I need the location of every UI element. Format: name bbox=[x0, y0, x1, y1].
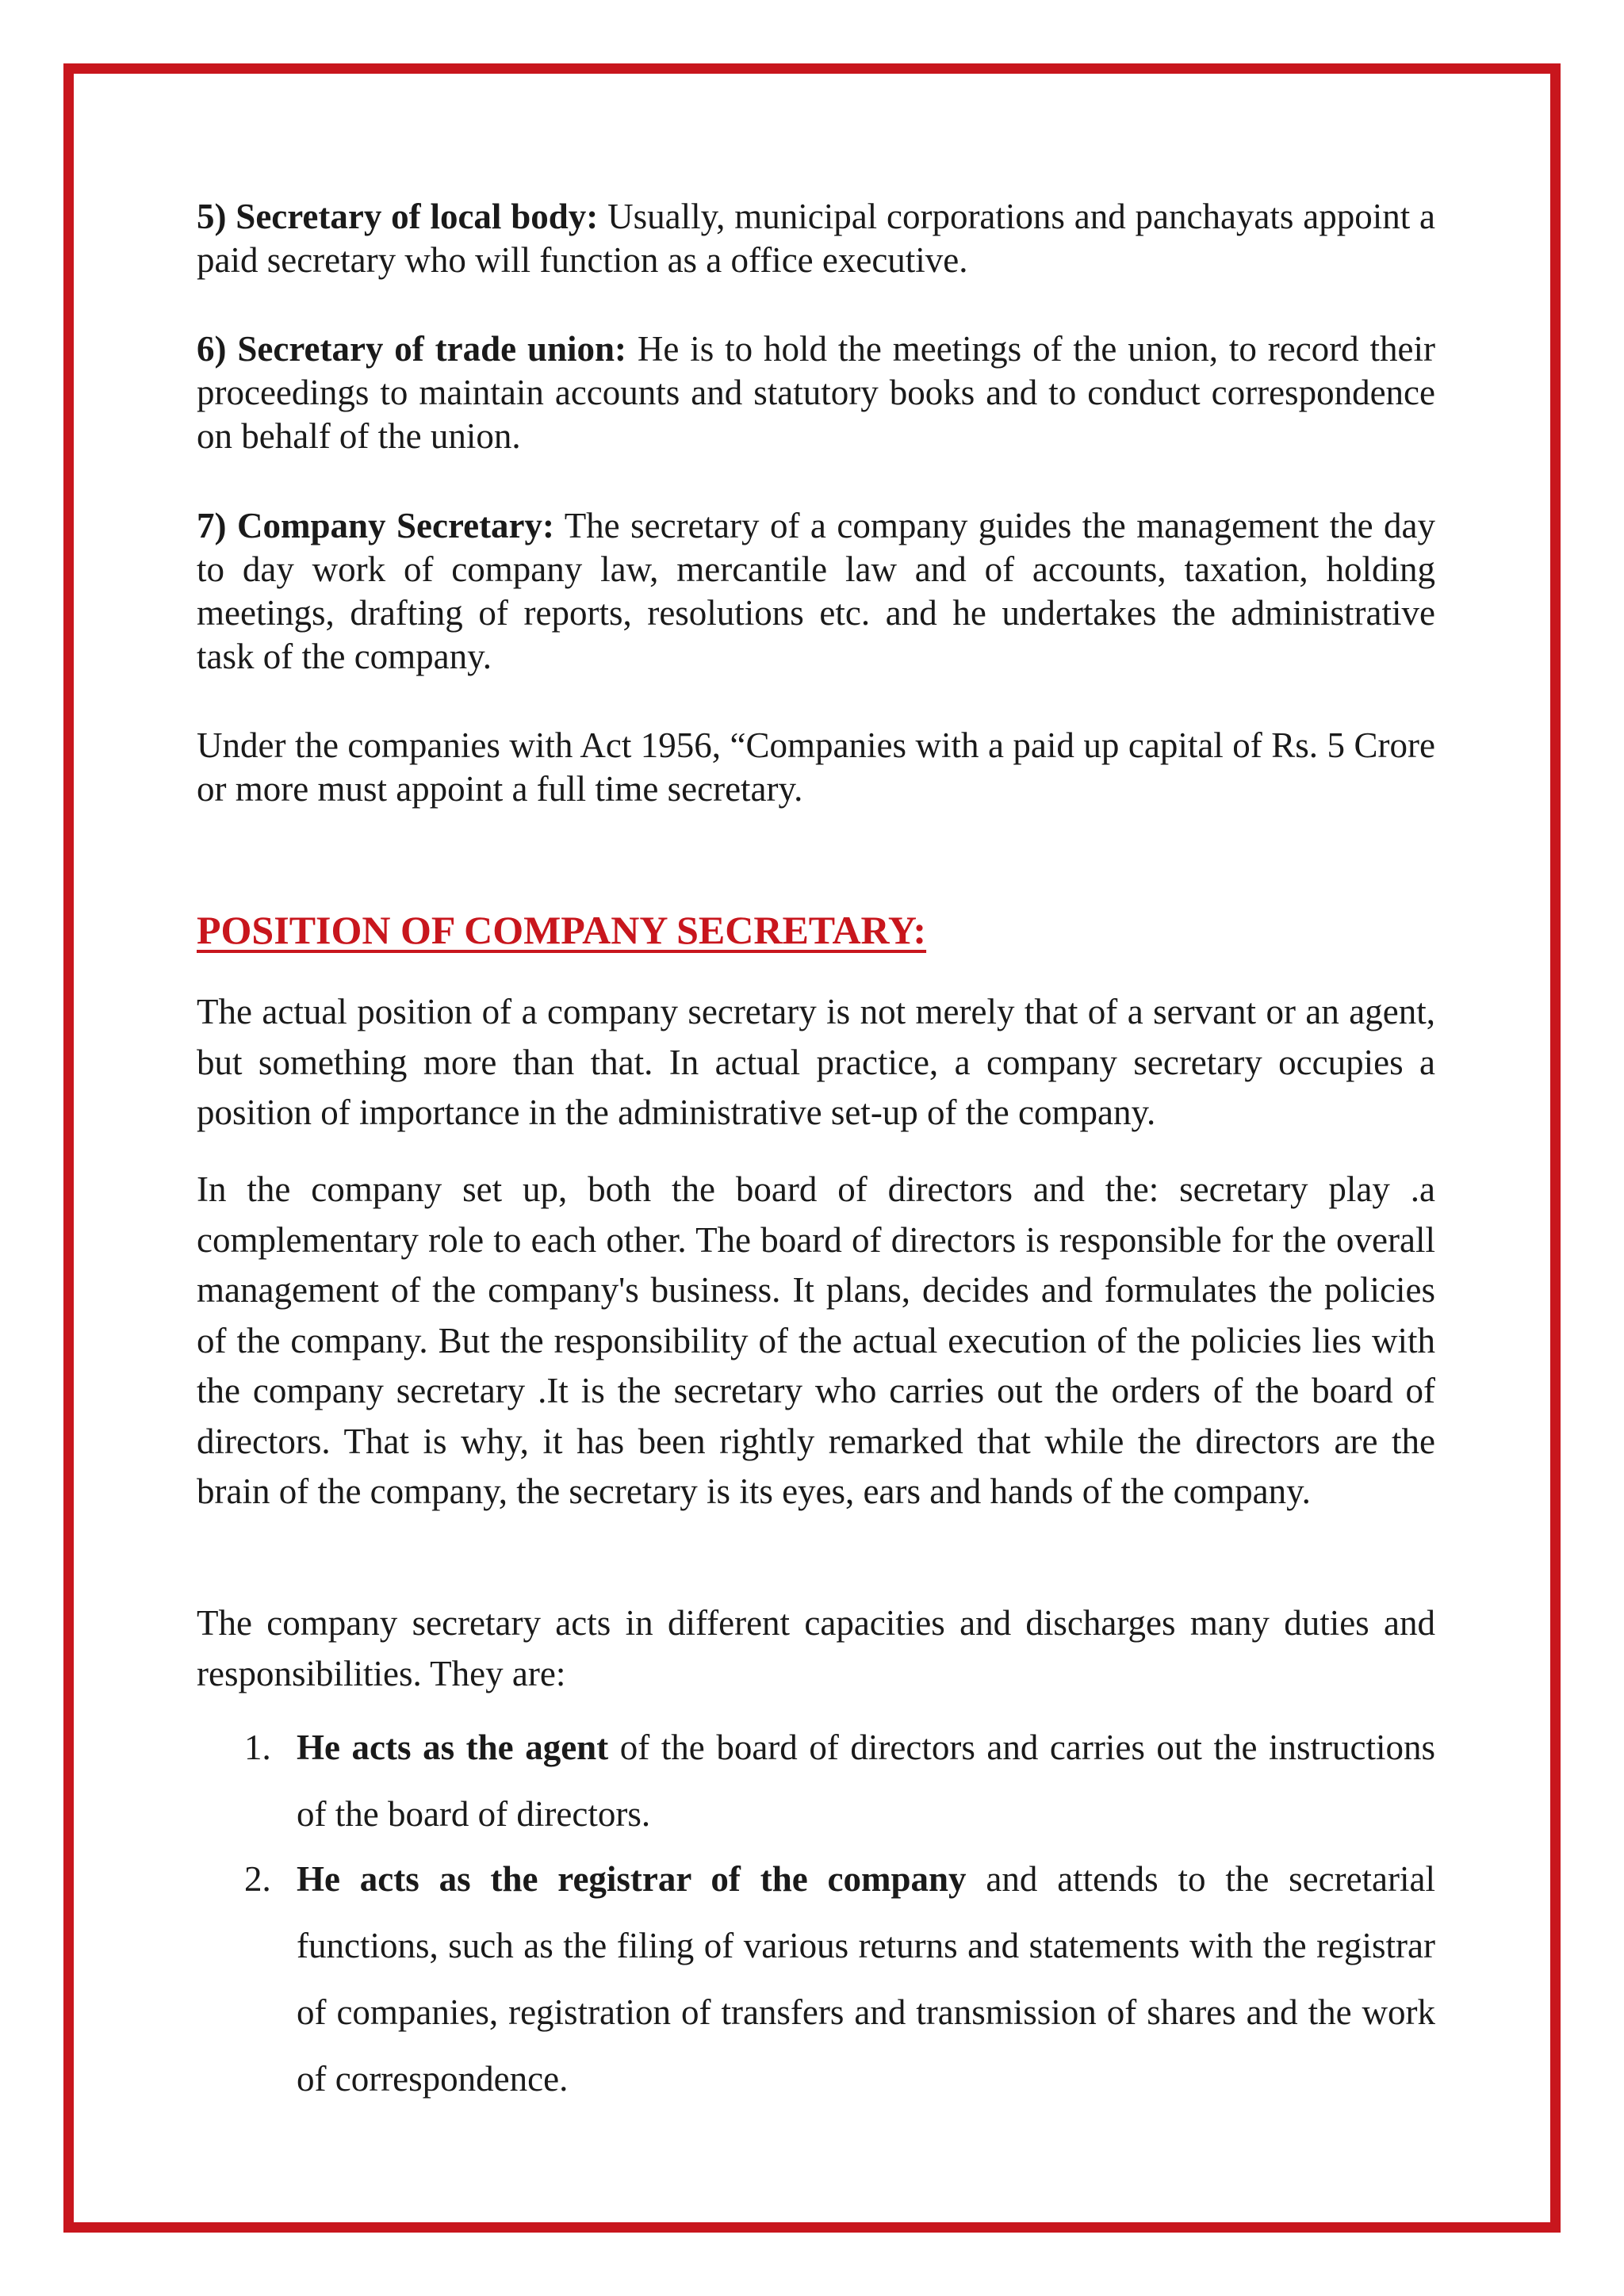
section-text: He is to hold the meetings of the union, to record their proceedings to maintain accounts and statutory books and to conduct correspondence on behalf of the union. bbox=[197, 329, 1436, 456]
section-local-body bbox=[197, 195, 1435, 282]
section-label: 5) Secretary of local body: bbox=[197, 197, 599, 236]
section-label: 7) Company Secretary: bbox=[197, 506, 555, 545]
position-paragraph-3: The company secretary acts in different capacities and discharges many duties and responsibilities. They are: bbox=[197, 1603, 1435, 1693]
section-text: The secretary of a company guides the management the day to day work of company law, mercantile law and of accounts, taxation, holding meetings, drafting of reports, resolutions etc. and he undertakes the administrative task of the company. bbox=[197, 506, 1436, 676]
list-body: of the board of directors and carries out the instructions of the board of directors. bbox=[297, 1728, 1435, 1834]
list-item bbox=[197, 1846, 1435, 2112]
list-text bbox=[297, 1714, 1435, 1847]
section-text: Usually, municipal corporations and panchayats appoint a paid secretary who will function as a office executive. bbox=[197, 197, 1435, 280]
section-label: 6) Secretary of trade union: bbox=[197, 329, 627, 369]
position-paragraph-1: The actual position of a company secretary is not merely that of a servant or an agent, but something more than that. In actual practice, a company secretary occupies a position of importance in the administrative set-up of the company. bbox=[197, 992, 1435, 1132]
list-text bbox=[297, 1846, 1435, 2112]
section-heading: POSITION OF COMPANY SECRETARY: bbox=[197, 908, 927, 952]
section-trade-union bbox=[197, 327, 1435, 458]
list-bold: He acts as the registrar of the company bbox=[297, 1859, 967, 1899]
position-paragraph-2: In the company set up, both the board of directors and the: secretary play .a complementary role to each other. The board of directors is responsible for the overall management of the company's business. It plans, decides and formulates the policies of the company. But the responsibility of the actual execution of the policies lies with the company secretary .It is the secretary who carries out the orders of the board of directors. That is why, it has been rightly remarked that while the directors are the brain of the company, the secretary is its eyes, ears and hands of the company. bbox=[197, 1169, 1435, 1511]
list-number: 2. bbox=[244, 1859, 271, 1899]
list-body: and attends to the secretarial functions, such as the filing of various returns and statements with the registrar of companies, registration of transfers and transmission of shares and the work of correspondence. bbox=[297, 1859, 1435, 2099]
list-item bbox=[197, 1714, 1435, 1847]
list-bold: He acts as the agent bbox=[297, 1728, 609, 1767]
list-number: 1. bbox=[244, 1728, 271, 1767]
section-company-secretary bbox=[197, 504, 1435, 679]
act-note: Under the companies with Act 1956, “Companies with a paid up capital of Rs. 5 Crore or more must appoint a full time secretary. bbox=[197, 725, 1435, 809]
